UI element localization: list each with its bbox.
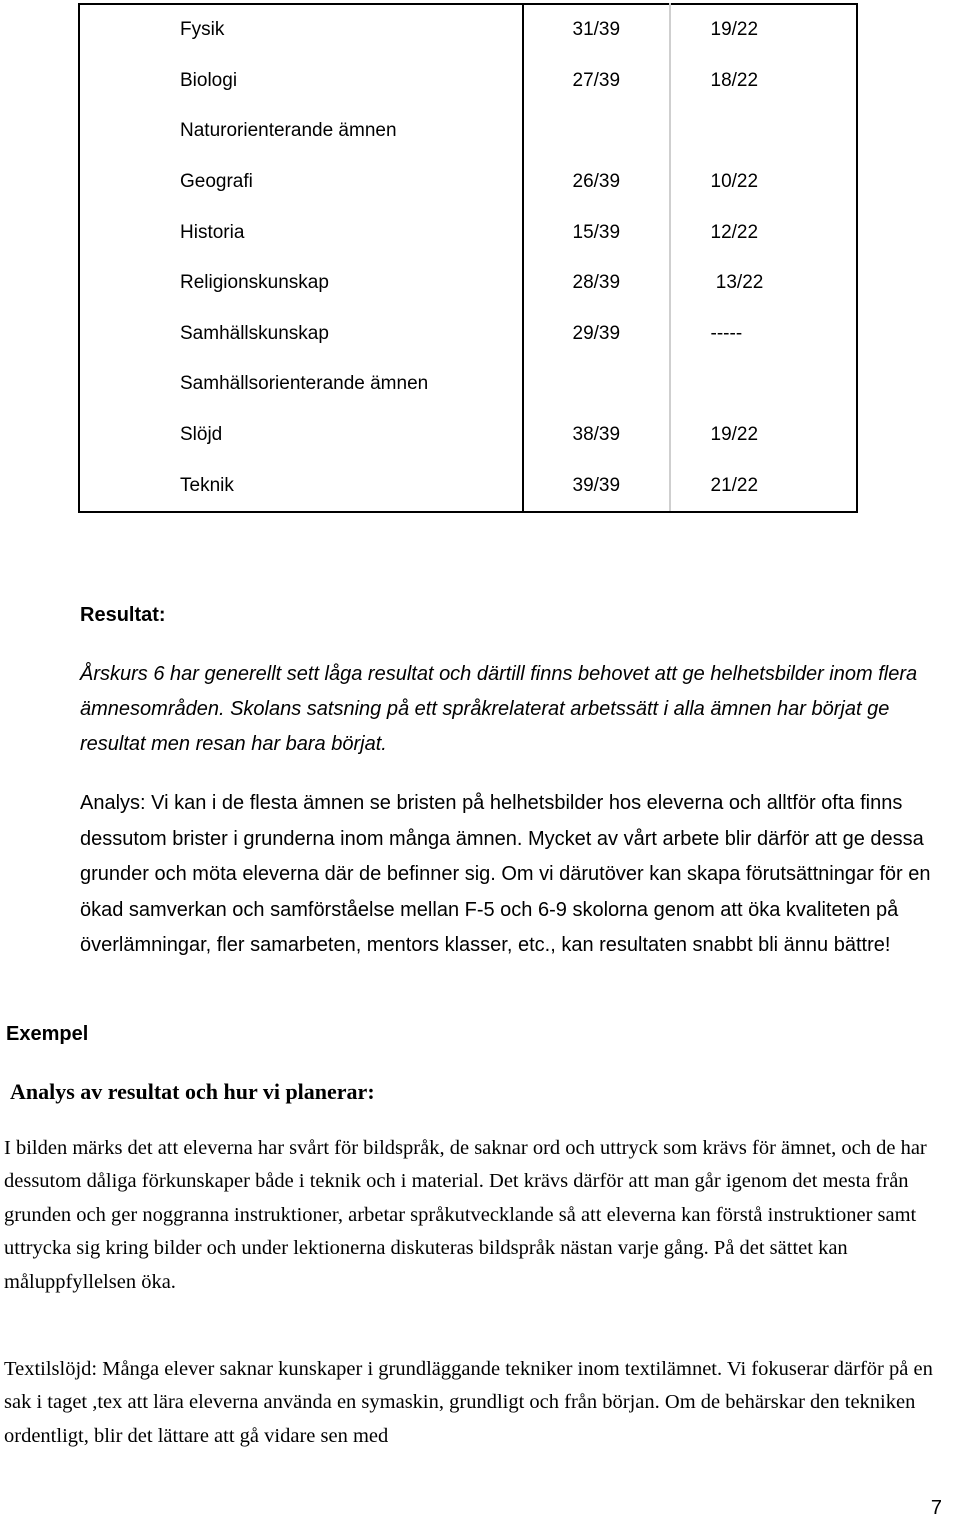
score-cell: 38/39 [523, 410, 669, 461]
score-cell: 18/22 [670, 56, 857, 107]
subject-cell: Religionskunskap [79, 258, 523, 309]
score-cell [523, 359, 669, 410]
score-cell: 39/39 [523, 460, 669, 512]
analys-text: : Vi kan i de flesta ämnen se bristen på helhetsbilder hos eleverna och alltför ofta finns dessutom brister i grunderna inom många ämnen. Mycket av vårt arbete blir därför att ge dessa grunder och möta eleverna där de befinner sig. Om vi därutöver kan skapa förutsättningar för en ökad samverkan och samförståelse mellan F-5 och 6-9 skolorna genom att öka kvaliteten på överlämningar, fler samarbeten, mentors klasser, etc., kan resultaten snabbt bli ännu bättre! [80, 792, 931, 956]
score-cell [523, 106, 669, 157]
table-row [79, 157, 857, 208]
bild-paragraph: I bilden märks det att eleverna har svårt för bildspråk, de saknar ord och uttryck som krävs för ämnet, och de har dessutom dåliga förkunskaper både i teknik och i material. Det krävs därför att man går igenom det mesta från grunden och ger noggranna instruktioner, arbetar språkutvecklande så att eleverna kan förstå instruktioner samt uttrycka sig kring bilder och under lektionerna diskuteras bildspråk nästan varje gång. På det sättet kan måluppfyllelsen öka. [4, 1137, 927, 1293]
score-cell [670, 106, 857, 157]
resultat-heading: Resultat: [80, 604, 166, 626]
subject-cell: Samhällsorienterande ämnen [79, 359, 523, 410]
score-cell: ----- [670, 309, 857, 360]
analys-paragraph [80, 786, 960, 964]
table-row [79, 106, 857, 157]
table-row [79, 460, 857, 512]
table-row [79, 207, 857, 258]
score-cell: 31/39 [523, 4, 669, 56]
planerar-heading: Analys av resultat och hur vi planerar: [10, 1079, 375, 1104]
subject-cell: Samhällskunskap [79, 309, 523, 360]
subject-cell: Slöjd [79, 410, 523, 461]
table-row [79, 359, 857, 410]
score-cell: 12/22 [670, 207, 857, 258]
analys-label: Analys [80, 792, 141, 814]
subject-cell: Teknik [79, 460, 523, 512]
score-cell: 19/22 [670, 4, 857, 56]
subject-cell: Fysik [79, 4, 523, 56]
score-cell: 19/22 [670, 410, 857, 461]
score-cell: 15/39 [523, 207, 669, 258]
score-cell: 21/22 [670, 460, 857, 512]
grades-table [78, 3, 858, 513]
score-cell [670, 359, 857, 410]
subject-cell: Naturorienterande ämnen [79, 106, 523, 157]
score-cell: 10/22 [670, 157, 857, 208]
subject-cell: Geografi [79, 157, 523, 208]
exempel-heading: Exempel [6, 1023, 89, 1045]
subject-cell: Historia [79, 207, 523, 258]
textilslojd-paragraph: Textilslöjd: Många elever saknar kunskaper i grundläggande tekniker inom textilämnet. Vi fokuserar därför på en sak i taget ,tex att lära eleverna använda en symaskin, grundligt och från början. Om de behärskar den tekniken ordentligt, blir det lättare att gå vidare sen med [4, 1358, 933, 1447]
table-row [79, 309, 857, 360]
score-cell: 29/39 [523, 309, 669, 360]
table-row [79, 4, 857, 56]
resultat-text: Årskurs 6 har generellt sett låga resultat och därtill finns behovet att ge helhetsbilder inom flera ämnesområden. Skolans satsning på ett språkrelaterat arbetssätt i alla ämnen har börjat ge resultat men resan har bara börjat. [80, 663, 918, 755]
page-number: 7 [930, 1497, 942, 1519]
score-cell: 26/39 [523, 157, 669, 208]
subject-cell: Biologi [79, 56, 523, 107]
score-cell: 28/39 [523, 258, 669, 309]
table-row [79, 410, 857, 461]
table-row [79, 258, 857, 309]
table-row [79, 56, 857, 107]
score-cell: 13/22 [670, 258, 857, 309]
score-cell: 27/39 [523, 56, 669, 107]
